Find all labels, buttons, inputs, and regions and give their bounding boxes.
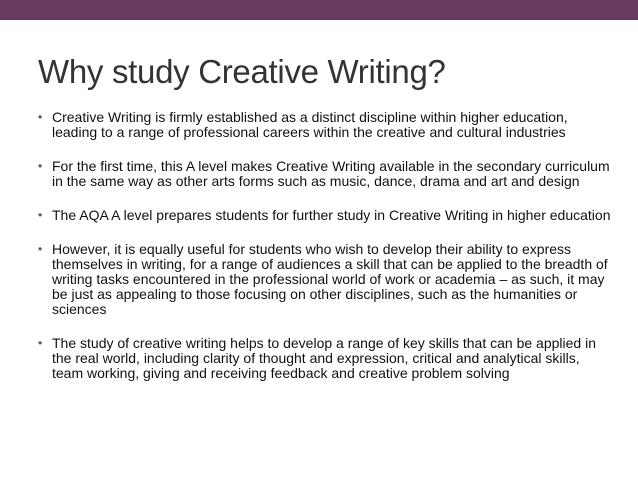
bullet-text: Creative Writing is firmly established as a distinct discipline within higher education, leading to a range of professional careers within the creative and cultural industries	[52, 109, 568, 140]
bullet-item	[38, 242, 613, 317]
bullet-text: However, it is equally useful for students who wish to develop their ability to express themselves in writing, for a range of audiences a skill that can be applied to the breadth of writing tasks encountered in the professional world of work or academia – as such, it may be just as appealing to those focusing on other disciplines, such as the humanities or sciences	[52, 241, 608, 317]
slide-title: Why study Creative Writing?	[38, 53, 446, 90]
bullet-text: The AQA A level prepares students for further study in Creative Writing in higher education	[52, 207, 611, 223]
bullet-item	[38, 336, 613, 381]
bullet-dot-icon: •	[38, 336, 43, 350]
bullet-dot-icon: •	[38, 242, 43, 256]
top-accent-band	[0, 0, 638, 20]
bullet-text: The study of creative writing helps to develop a range of key skills that can be applied in the real world, including clarity of thought and expression, critical and analytical skills, team working, giving and receiving feedback and creative problem solving	[52, 335, 596, 381]
bullet-list	[38, 110, 613, 400]
bullet-item	[38, 208, 613, 223]
bullet-dot-icon: •	[38, 208, 43, 222]
bullet-dot-icon: •	[38, 110, 43, 124]
bullet-dot-icon: •	[38, 159, 43, 173]
bullet-item	[38, 110, 613, 140]
bullet-text: For the first time, this A level makes Creative Writing available in the secondary curriculum in the same way as other arts forms such as music, dance, drama and art and design	[52, 158, 610, 189]
bullet-item	[38, 159, 613, 189]
